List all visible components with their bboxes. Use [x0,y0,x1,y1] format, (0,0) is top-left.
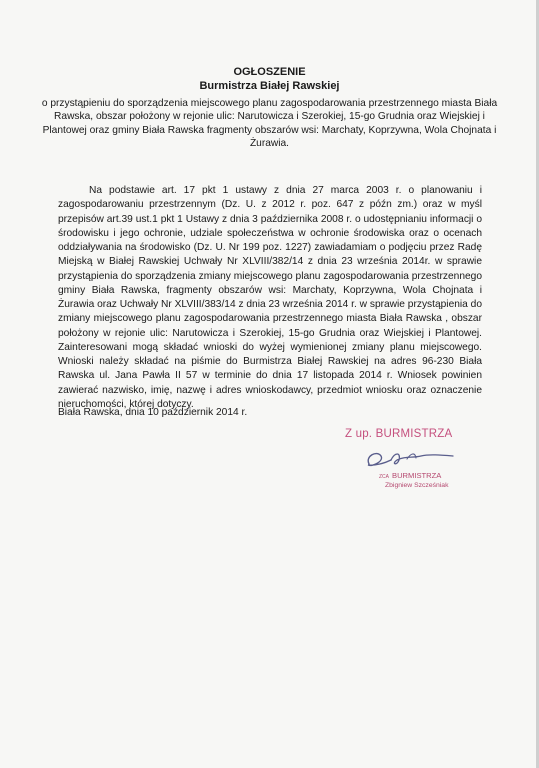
document-body: Na podstawie art. 17 pkt 1 ustawy z dnia 27 marca 2003 r. o planowaniu i zagospodarowaniu przestrzennym (Dz. U. z 2012 r. poz. 647 z późn zm.) oraz w myśl przepisów art.39 ust.1 pkt 1 Ustawy z dnia 3 października 2008 r. o udostępnianiu informacji o środowisku i jego ochronie, udziale społeczeństwa w ochronie środowiska oraz o ocenach oddziaływania na środowisko (Dz. U. Nr 199 poz. 1227) zawiadamiam o podjęciu przez Radę Miejską w Białej Rawskiej Uchwały Nr XLVIII/382/14 z dnia 23 września 2014r. w sprawie przystąpienia do sporządzenia zmiany miejscowego planu zagospodarowania przestrzennego gminy Biała Rawska, fragmenty obszarów wsi: Marchaty, Koprzywna, Wola Chojnata i Żurawia oraz Uchwały Nr XLVIII/383/14 z dnia 23 września 2014 r. w sprawie przystąpienia do zmiany miejscowego planu zagospodarowania przestrzennego miasta Biała Rawska , obszar położony w rejonie ulic: Narutowicza i Szerokiej, 15-go Grudnia oraz Wiejskiej i Plantowej. Zainteresowani mogą składać wnioski do wyżej wymienionej zmiany planu miejscowego. Wnioski należy składać na piśmie do Burmistrza Białej Rawskiej na adres 96-230 Biała Rawska ul. Jana Pawła II 57 w terminie do dnia 17 listopada 2014 r. Wniosek powinien zawierać nazwisko, imię, nazwę i adres wnioskodawcy, przedmiot wniosku oraz oznaczenie nieruchomości, której dotyczy. [58,185,482,410]
stamp-line-role [379,471,441,480]
document-subject: o przystąpieniu do sporządzenia miejscowego planu zagospodarowania przestrzennego miasta Biała Rawska, obszar położony w rejonie ulic: Narutowicza i Szerokiej, 15-go Grudnia oraz Wiejskiej i Plantowej oraz gminy Biała Rawska fragmenty obszarów wsi: Marchaty, Koprzywna, Wola Chojnata i Żurawia. [41,98,498,150]
stamp-role-prefix: ZCA [379,474,389,480]
document-title: OGŁOSZENIE [233,66,306,78]
signature-stamp [333,428,483,510]
document-header [0,66,539,151]
document-issuer: Burmistrza Białej Rawskiej [199,80,340,92]
date-line: Biała Rawska, dnia 10 październik 2014 r. [58,407,248,418]
stamp-role-title: BURMISTRZA [392,471,442,480]
stamp-line-authority: Z up. BURMISTRZA [345,428,453,440]
stamp-line-name: Zbigniew Szcześniak [385,482,449,489]
